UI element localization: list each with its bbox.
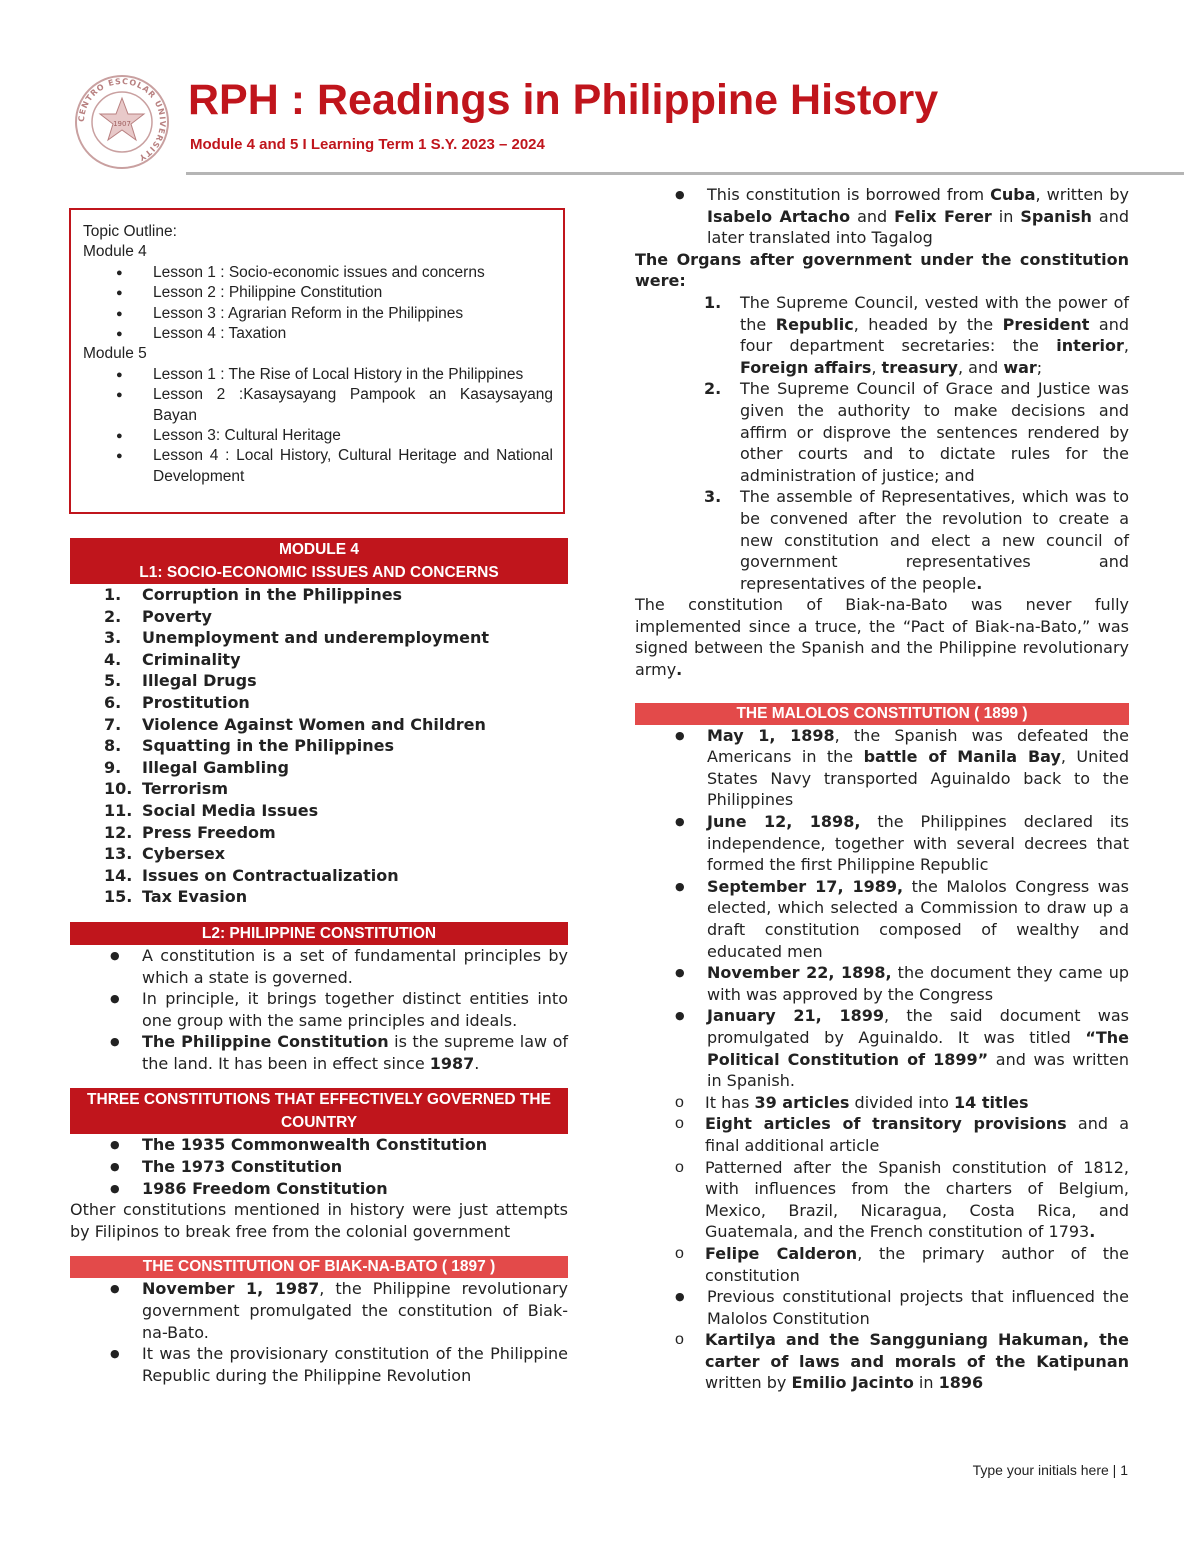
list-item: 4. Criminality [104, 649, 241, 669]
header-divider [186, 172, 1184, 175]
module4-header [70, 538, 568, 584]
list-item: ● Lesson 1 : Socio-economic issues and concerns [153, 263, 553, 283]
list-item: ● January 21, 1899, the said document was promulgated by Aguinaldo. It was titled “The Political Constitution of 1899” and was written in Spanish. o It has 39 articles divided into 14 titles o Eight articles of transitory provisions and a final additional article o Patterned after the Spanish constitution of 1812, with influences from the charters of Belgium, Mexico, Brazil, Nicaragua, Costa Rica, and Guatemala, and the French constitution of 1793. o Felipe Calderon, the primary author of the constitution [635, 1005, 1129, 1286]
list-item: ● June 12, 1898, the Philippines declared its independence, together with several decrees that formed the first Philippine Republic [635, 811, 1129, 876]
list-item: 15. Tax Evasion [104, 887, 248, 907]
biak-na-bato-header: THE CONSTITUTION OF BIAK-NA-BATO ( 1897 ) [70, 1256, 568, 1278]
list-item: ● Previous constitutional projects that influenced the Malolos Constitution o Kartilya and the Sangguniang Hakuman, the carter of laws and morals of the Katipunan written by Emilio Jacinto in 1896 [635, 1286, 1129, 1394]
list-item: 1. The Supreme Council, vested with the power of the Republic, headed by the President and four department secretaries: the interior, Foreign affairs, treasury, and war; [704, 292, 1130, 377]
list-item: ● The 1935 Commonwealth Constitution [70, 1134, 568, 1156]
list-item: 10. Terrorism [104, 779, 228, 799]
topic-outline-box [69, 208, 565, 514]
organs-title: The Organs after government under the constitution were: [635, 249, 1129, 291]
list-item: ● May 1, 1898, the Spanish was defeated the Americans in the battle of Manila Bay, United States Navy transported Aguinaldo back to the Philippines [635, 725, 1129, 811]
l2-header: L2: PHILIPPINE CONSTITUTION [70, 922, 568, 945]
list-item: ● The Philippine Constitution is the supreme law of the land. It has been in effect since 1987. [70, 1031, 568, 1074]
list-item: 3. The assemble of Representatives, which was to be convened after the revolution to create a new constitution and elect a new council of government representatives and representatives of the people. [704, 487, 1129, 593]
list-item: ● This constitution is borrowed from Cuba, written by Isabelo Artacho and Felix Ferer in Spanish and later translated into Tagalog [635, 184, 1129, 249]
malolos-sublist [635, 1092, 1129, 1286]
list-item: ● November 1, 1987, the Philippine revolutionary government promulgated the constitution of Biak-na-Bato. [70, 1278, 568, 1343]
list-item: 3. Unemployment and underemployment [104, 628, 490, 648]
list-item: 2. Poverty [104, 606, 212, 626]
list-item: ● It was the provisionary constitution of the Philippine Republic during the Philippine Revolution [70, 1343, 568, 1386]
list-item: o Eight articles of transitory provisions and a final additional article [635, 1113, 1129, 1156]
list-item: 1. Corruption in the Philippines [104, 585, 403, 604]
three-constitutions-header: THREE CONSTITUTIONS THAT EFFECTIVELY GOVERNED THE COUNTRY [70, 1088, 568, 1134]
list-item: o Kartilya and the Sangguniang Hakuman, the carter of laws and morals of the Katipunan written by Emilio Jacinto in 1896 [635, 1329, 1129, 1394]
three-constitutions-note: Other constitutions mentioned in history were just attempts by Filipinos to break free from the colonial government [70, 1200, 568, 1241]
outline-module4-label: Module 4 [83, 243, 147, 261]
malolos-projects-sublist [635, 1329, 1129, 1394]
list-item: 6. Prostitution [104, 692, 250, 712]
outline-title: Topic Outline: [83, 223, 177, 240]
list-item: 13. Cybersex [104, 844, 226, 864]
three-constitutions-list [70, 1134, 568, 1199]
malolos-header: THE MALOLOS CONSTITUTION ( 1899 ) [635, 703, 1129, 725]
list-item: ● November 22, 1898, the document they came up with was approved by the Congress [635, 962, 1129, 1005]
l2-list [70, 945, 568, 1075]
list-item: ● Lesson 3 : Agrarian Reform in the Philippines [153, 304, 553, 324]
list-item: 5. Illegal Drugs [104, 671, 257, 691]
list-item: ● Lesson 3: Cultural Heritage [153, 426, 553, 446]
right-column [635, 184, 1129, 1394]
list-item: ● Lesson 2 : Philippine Constitution [153, 283, 553, 303]
logo-ring-text: CENTRO ESCOLAR UNIVERSITY [76, 76, 168, 163]
list-item: ● The 1973 Constitution [70, 1156, 568, 1178]
outline-module4-list [83, 263, 553, 345]
organs-list [635, 292, 1129, 594]
malolos-list [635, 725, 1129, 1394]
list-item: 9. Illegal Gambling [104, 757, 289, 777]
list-item: ● Lesson 2 :Kasaysayang Pampook an Kasaysayang Bayan [153, 385, 553, 426]
list-item: ● Lesson 4 : Local History, Cultural Heritage and National Development [153, 446, 553, 487]
page-subtitle: Module 4 and 5 I Learning Term 1 S.Y. 2023 – 2024 [190, 136, 545, 153]
list-item: 12. Press Freedom [104, 822, 276, 842]
list-item: ● September 17, 1989, the Malolos Congress was elected, which selected a Commission to draw up a draft constitution composed of wealthy and educated men [635, 876, 1129, 962]
biak-na-bato-list-continued [635, 184, 1129, 249]
list-item: o It has 39 articles divided into 14 titles [635, 1092, 1129, 1114]
list-item: 14. Issues on Contractualization [104, 865, 399, 885]
list-item: ● Lesson 1 : The Rise of Local History in the Philippines [153, 365, 553, 385]
list-item: ● A constitution is a set of fundamental principles by which a state is governed. [70, 945, 568, 988]
page-footer: Type your initials here | 1 [972, 1462, 1128, 1478]
logo-year: 1907 [113, 120, 131, 128]
left-column [70, 538, 568, 1386]
issues-list [70, 584, 568, 908]
list-item: ● In principle, it brings together distinct entities into one group with the same principles and ideals. [70, 988, 568, 1031]
page-title: RPH : Readings in Philippine History [188, 76, 939, 124]
biak-na-bato-list [70, 1278, 568, 1386]
list-item: 7. Violence Against Women and Children [104, 714, 486, 734]
list-item: ● Lesson 4 : Taxation [153, 324, 553, 344]
list-item: 8. Squatting in the Philippines [104, 736, 394, 756]
list-item: o Felipe Calderon, the primary author of the constitution [635, 1243, 1129, 1286]
list-item: o Patterned after the Spanish constitution of 1812, with influences from the charters of Belgium, Mexico, Brazil, Nicaragua, Costa Rica, and Guatemala, and the French constitution of 1793. [635, 1157, 1129, 1243]
lesson1-title: L1: SOCIO-ECONOMIC ISSUES AND CONCERNS [139, 564, 499, 581]
outline-module5-list [83, 365, 553, 487]
list-item: ● 1986 Freedom Constitution [70, 1178, 568, 1200]
biak-na-bato-closing: The constitution of Biak-na-Bato was never fully implemented since a truce, the “Pact of Biak-na-Bato,” was signed between the Spanish and the Philippine revolutionary army. [635, 595, 1129, 680]
list-item: 2. The Supreme Council of Grace and Justice was given the authority to make decisions and affirm or disprove the sentences rendered by other courts and to dictate rules for the administration of justice; and [704, 379, 1129, 485]
module4-title: MODULE 4 [278, 541, 360, 558]
list-item: 11. Social Media Issues [104, 800, 319, 820]
outline-module5-label: Module 5 [83, 345, 147, 363]
university-seal-logo [74, 74, 170, 170]
